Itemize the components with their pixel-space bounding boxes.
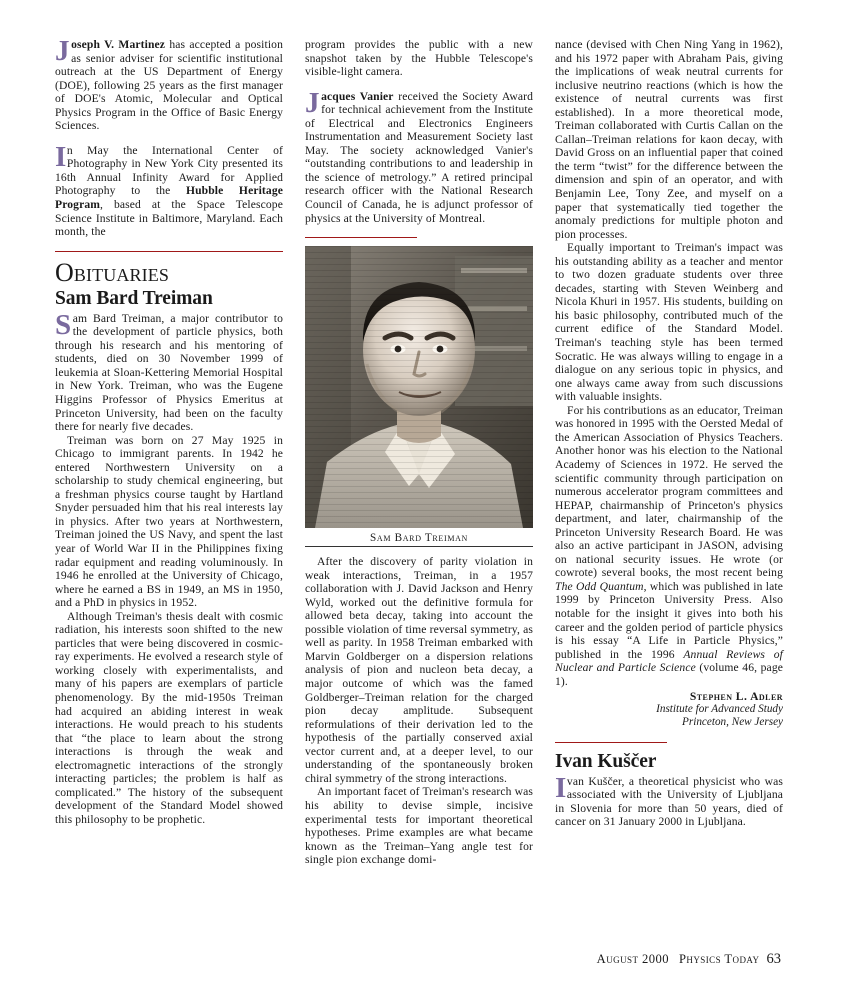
obituary-paragraph: nance (devised with Chen Ning Yang in 1962), and his 1972 paper with Abraham Pais, giving the implications of weak neutral currents for inclusive neutrino reactions (which is how the existence of neutral currents was first established). In a more theoretical mode, Treiman collaborated with Curtis Callan on the Callan–Treiman relations for kaon decay, with David Gross on an influential paper that coined the term “twist” for the difference between the dimension and spin of an operator, and with Benjamin Lee, Tony Zee, and myself on a paper that systematically tied together the anomaly predictions for multiple photon and pion processes. — [555, 38, 783, 241]
news-body-pre: n May the International Center of Photography in New York City presented its 16th Annual Infinity Award for Applied Photography to the — [55, 143, 283, 198]
paragraph-part-3: (volume 46, page 1). — [555, 661, 783, 688]
obituary-paragraph: Treiman was born on 27 May 1925 in Chicago to immigrant parents. In 1942 he entered Northwestern University on a scholarship to study chemical engineering, but a freshman physics course taught by Hartland Snyder persuaded him that his real interests lay in physics. After two years at Northwestern, Treiman joined the US Navy, and spent the last year of World War II in the Philippines fixing radar equipment and reading voluminously. In 1946 he enrolled at the University of Chicago, where he earned a BS in 1949, an MS in 1950, and a PhD in physics in 1952. — [55, 433, 283, 610]
footer-publication-title: Physics Today — [678, 952, 760, 966]
news-program-name: Hubble Heritage Program — [55, 184, 283, 212]
obituary-paragraph-text: van Kuščer, a theoretical physicist who was associated with the University of Ljubljana in Slovenia for more than 50 years, died of cancer on 31 January 2000 in Ljubljana. — [555, 774, 783, 829]
obituary-paragraph — [55, 308, 283, 434]
obituaries-section-heading: Obituaries — [55, 257, 170, 287]
news-body: received the Society Award for technical achievement from the Institute of Electrical and Electronics Engineers Instrumentation and Measurement Society last May. The society acknowledged Vanier's “outstanding contributions to and leadership in the science of metrology.” A retired principal research officer with the National Research Council of Canada, he is adjunct professor of physics at the University of Montreal. — [305, 89, 533, 225]
magazine-page — [55, 35, 783, 968]
footer-issue-date: August 2000 — [596, 952, 669, 966]
column-left — [55, 35, 283, 867]
obituary-paragraph-awards — [555, 404, 783, 688]
obituary-paragraph: Equally important to Treiman's impact was his outstanding ability as a teacher and mentor to two dozen graduate students over three decades, starting with Steven Weinberg and Nicola Khuri in 1957. His students, building on his basic philosophy, contributed much of the current edifice of the Standard Model. Treiman's teaching style has been termed Socratic. He was always willing to engage in a dialogue on any serious topic in physics, and one always came away from such discussions with valuable insights. — [555, 241, 783, 404]
paragraph-part-1: For his contributions as an educator, Treiman was honored in 1995 with the Oersted Medal of the American Association of Physics Teachers. Another honor was his election to the National Academy of Sciences in 1972. He served the scientific community through participation on numerous accelerator program committees and HEPAP, chairmanship of Princeton's physics department, and later, chairmanship of the Princeton University Research Board. He was also an active participant in JASON, advising on national security issues. He wrote (or cowrote) several books, the most recent being — [555, 403, 783, 580]
news-lead-name: oseph V. Martinez — [71, 38, 166, 51]
footer-page-number: 63 — [766, 951, 781, 967]
journal-title: Annual Reviews of Nuclear and Particle Science — [555, 647, 783, 675]
dropcap-i: I — [55, 140, 67, 173]
obituary-author-affiliation: Institute for Advanced Study — [656, 703, 783, 716]
news-lead-name: acques Vanier — [321, 89, 394, 103]
section-divider-rule — [55, 251, 283, 252]
portrait-figure — [305, 246, 533, 547]
paragraph-part-2: , which was published in late 1999 by Princeton University Press. Also notable for the insight it gives into both his career and the golden period of particle physics is his essay “A Life in Particle Physics,” published in the 1996 — [555, 579, 783, 661]
page-footer — [597, 951, 781, 968]
news-item-martinez — [55, 35, 283, 133]
obituary-person-name-next: Ivan Kuščer — [555, 750, 657, 772]
obituary-paragraph: An important facet of Treiman's research was his ability to devise simple, incisive experimental tests for important theoretical hypotheses. Prime examples are what became known as the Treiman–Yang angle test for single pion exchange domi- — [305, 785, 533, 867]
news-item-photography — [55, 140, 283, 239]
obituary-paragraph-kuscer — [555, 771, 783, 829]
column-right — [555, 38, 783, 867]
column-middle — [305, 38, 533, 867]
sam-bard-treiman-photo — [305, 246, 533, 528]
dropcap-j: J — [55, 35, 70, 67]
three-column-layout — [55, 35, 783, 867]
obituary-author-name: Stephen L. Adler — [689, 690, 783, 704]
obituary-paragraph-text: am Bard Treiman, a major contributor to the development of particle physics, both through his research and his mentoring of students, died on 30 November 1999 of leukemia at Sloan-Kettering Memorial Hospital in New York. Treiman, who was the Eugene Higgins Professor of Physics Emeritus at Princeton University, had been on the faculty there for nearly five decades. — [55, 311, 283, 434]
dropcap-i: I — [555, 771, 567, 804]
obituary-author-location: Princeton, New Jersey — [682, 716, 783, 729]
news-body-post: , based at the Space Telescope Science Institute in Baltimore, Maryland. Each month, the — [55, 198, 283, 239]
news-continuation-text: program provides the public with a new snapshot taken by the Hubble Telescope's visible-light camera. — [305, 38, 533, 79]
section-divider-rule-short — [555, 742, 667, 743]
news-item-vanier — [305, 86, 533, 225]
news-body: has accepted a position as senior adviser for scientific institutional outreach at the US Department of Energy (DOE), following 25 years as the first manager of DOE's Atomic, Molecular and Optical Physics Program in the Office of Basic Energy Sciences. — [55, 38, 283, 133]
photo-caption: Sam Bard Treiman — [305, 528, 533, 547]
obituary-paragraph: After the discovery of parity violation in weak interactions, Treiman, in a 1957 collaboration with J. David Jackson and Henry Wyld, worked out the definitive formula for allowed beta decay, taking into account the possible violation of time reversal symmetry, as well as parity. In 1958 Treiman embarked with Marvin Goldberger on a dispersion relations analysis of pion and nucleon beta decay, a major outcome of which was the famed Goldberger–Treiman relation for the charged pion decay amplitude. Subsequent reformulations of their derivation led to the hypothesis of the partially conserved axial vector current and, at a deeper level, to our understanding of the spontaneously broken chiral symmetry of the strong interactions. — [305, 555, 533, 785]
dropcap-j: J — [305, 86, 320, 119]
book-title: The Odd Quantum — [555, 579, 644, 593]
obituary-paragraph: Although Treiman's thesis dealt with cosmic radiation, his interests soon shifted to the new particles that were being discovered in cosmic-ray experiments. He evolved a research style of working closely with experimentalists, and many of his papers are exemplars of particle phenomenology. By the mid-1950s Treiman had acquired an abiding interest in weak interactions. He would preach to his students that “the place to learn about the strong interactions is through the weak and electromagnetic interactions of the strongly interacting particles; the problem is half as complicated.” The history of the subsequent development of the Standard Model showed this philosophy to be prophetic. — [55, 609, 283, 826]
dropcap-s: S — [55, 308, 72, 341]
obituary-person-name: Sam Bard Treiman — [55, 287, 213, 309]
